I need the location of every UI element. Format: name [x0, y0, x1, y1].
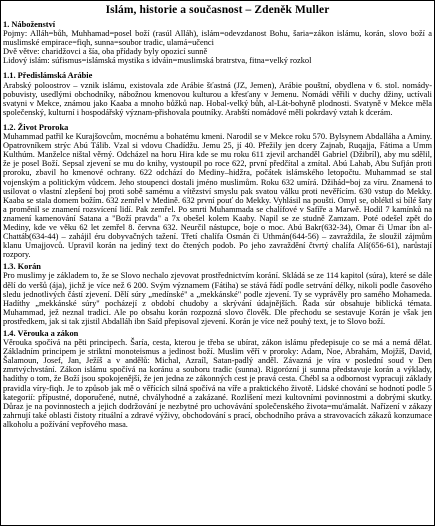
- section-1-heading: 1. Náboženství: [3, 20, 56, 29]
- section-1-2-text: Muhammad patřil ke Kurajšovcům, mocnému a bohatému kmeni. Narodil se v Mekce roku 570. Bylsynem Abdalláha a Aminy. Opatrovníkem strýc Abú Tálib. Vzal si vdovu Chadídžu. Jemu 25, jí 40. Přežily jen dcery Zajnab, Ruqajja, Fátima a Umm Kulthúm. Manželce ništal věrný. Odcházel na horu Hira kde se mu roku 611 zjevil archanděl Gabriel (Džibríl), aby mu sdělil, že je posel Boží. Sepsal zjevení se mu do knihy, vystoupil po roce 622, první předčítal a zmítal. Abú Lahab, Abu Sufján proti proroku, zbavil ho kmenové ochrany. 622 odchází do Mediny–hidžra, počátek islámského letopočtu. Muhammad se stal vojenským a politickým vůdcem. Jeho stoupenci dostali jméno muslimům. Roku 632 umírá. Džihád=boj za víru. Znamená to usilovat o vlastní zlepšení boj proti sobě samému a vítězství smyslu pak svatou válku proti nevěřícím. 630 vstup do Mekky. Kaaba se stala domem božím. 632 zemřel v Medině. 632 první pouť do Mekky. Vyhlásil na poušti. Omyl se, obléktl si bílé šaty a proměnil se znamení rozsvícení lidí. Pak zemřel. Po smrti Muhammada se chalífové v Safíře a Marwě. Hodil 7 kamínků na znamení kamenování Satana a "Boží pravda" a 7x obešel kolem Kaaby. Napil se ze studně Zamzam. Poté odešel zpět do Mediny, kde ve věku 62 let zemřel 8. června 632. Neurčil nástupce, boje o moc. Abú Bakr(632-34), Omar či Umar ibn al-Chattáb(634-44) – zahájil éru dobyvačných tažení. Třetí chalífa Osmán či Uthmán(644-56) – zavraždila, že sloužil zájmům klanu Umajjovců. Upravil korán na jediný text do čtených podob. Po jeho zavraždění čtvrtý chalífa Alí(656-61), narůstají rozpory.: [3, 132, 432, 260]
- section-1-folk-islam: Lidový islám: súfismus=islámská mystika s idváin=muslimská bratrstva, fitna=velký rozkol: [3, 56, 312, 66]
- section-1-branches: Dvě větve: charidžovci a šía, oba přídady byly opozicí sunně: [3, 47, 208, 57]
- section-1-1-text: Arabský poloostrov – vznik islámu, existovala zde Arábie šťastná (JZ, Jemen), Arábie pouštní, obydlena v 6. stol. nomády-pobuvisty, usedlými obchodníky, nábožnou kmenovou kulturou a křesťany v Jemenu. Nomádi věřili v duchy džiny, uctívali svatyni v Mekce, známou jako Kaaba a mnoho bůžků nap. Hobal-velký bůh, al-Lát-bohyně plodnosti. Svatyně v Mekce měla společenský, kulturní i hospodářský význam-přishovala poutníky. Arabští nomádové měli pokrdavý vztah k dcerám.: [3, 80, 432, 117]
- section-1-4-heading: 1.4. Věrouka a zákon: [3, 329, 79, 338]
- section-1-2-heading: 1.2. Život Proroka: [3, 122, 69, 132]
- document-title: Islám, historie a současnost – Zdeněk Muller: [105, 4, 330, 16]
- section-1-1-heading: 1.1. Předislámská Arábie: [3, 71, 93, 81]
- section-1-3-text: Pro muslimy je základem to, že se Slovo nechalo zjevovat prostřednictvím korání. Skládá se ze 114 kapitol (súra), které se dále dělí do veršů (ája), jichž je více než 6 200. Svým významem (Fátiha) se stává řádí podle setrvání délky, nikoli podle časového sledu jednotlivých částí zjevení. Dělí súry „medínské" a „mekkánské" podle zjevení. Ty se vyprávěly pro samého Mohameda. Hadíthy „mekkánské súry" pocházejí z období chudoby a skrývání údajnějších. Řada súr obsahuje biblická témata. Muhammad, jež neznal tradici. Ale po obsahu korán rozpozná slovo člověk. Dle přechodu se sestavuje Korán je však jen prostředkem, jak si tak zjistil Abdalláh ibn Saíd přepisoval zjevení. Korán je více než pouhý text, je to Slovo boží.: [3, 271, 432, 326]
- section-1-3-heading: 1.3. Korán: [3, 262, 41, 272]
- section-1-terms: Pojmy: Alláh=bůh, Muhhamad=posel boží (rasúl Alláh), islám=odevzdanost Bohu, šaria=zákon islámu, korán, slovo boží a muslimské empirace=fiqh, sunna=soubor tradic, ulamá=učenci: [3, 29, 432, 48]
- section-1-4-text: Věrouka spočívá na pěti principech. Šaría, cesta, kterou je třeba se ubírat, zákon islámu předepisuje co se má a nemá dělat. Základním principem je striktní monoteismus a jedinost boží. Muslim věří v proroky: Adam, Noe, Abrahám, Mojžíš, David, Šalamoun, Josef, Jan, Ježíš a v andělů: Michal, Azraíl, Satan-padlý anděl. Závazná je víra v poslední soud v Den zmrtvýchvstání. Zákon islámu spočívá na koránu a souboru tradic (sunna). Rigorózní ji sunna představuje korán a výklady, hadíthy o tom, že Boží jsou spokojenější, že jen jedna ze zákonných cest je pravá cesta. Chébl sa a odbornost vypracuji základy pravidla víry-fiqh. Je to způsob jak mě o věřících silná spočívá na víře a praktického životě. Lidské chování se hodnotí podle 5 kategorií: přípustné, doporučené, nutné, chvályhodné a zakázané. Rozlišení mezi kultovními povinnostmi a dobrými skutky. Důraz je na povinnostech a jejich dodržování je nezbytné pro uchovávání společenského života=mu'ámalát. Nařízení v zákazy zahrnují také oblasti čistoty rituální a zdravé výživy, obchodování s prací, obchodního práva a stravovacích zákazů konzumace alkoholu a požívání vepřového masa.: [3, 338, 432, 429]
